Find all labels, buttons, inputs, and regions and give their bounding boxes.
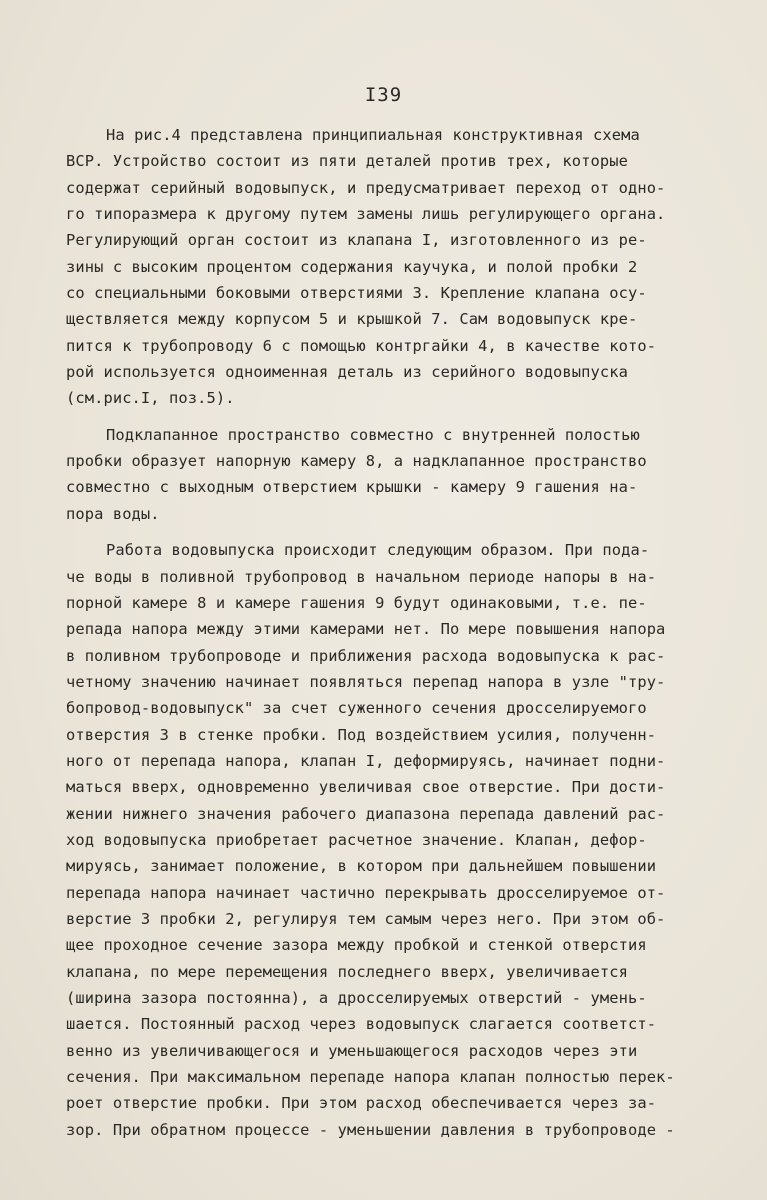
text-line: пробки образует напорную камеру 8, а надклапанное пространство [66, 452, 647, 471]
text-line: пора воды. [66, 504, 160, 523]
text-line: рой используется одноименная деталь из серийного водовыпуска [66, 363, 628, 382]
text-line: ход водовыпуска приобретает расчетное значение. Клапан, дефор- [66, 830, 647, 849]
text-line: жении нижнего значения рабочего диапазона перепада давлений рас- [66, 804, 666, 823]
text-line: содержат серийный водовыпуск, и предусматривает переход от одно- [66, 178, 666, 197]
text-line: маться вверх, одновременно увеличивая свое отверстие. При дости- [66, 778, 666, 797]
paragraph-3 [66, 537, 706, 1143]
text-line: зор. При обратном процессе - уменьшении давления в трубопроводе - [66, 1120, 675, 1139]
text-line: Регулирующий орган состоит из клапана I, изготовленного из ре- [66, 231, 647, 250]
text-line: Подклапанное пространство совместно с внутренней полостью [106, 425, 640, 444]
text-line: сечения. При максимальном перепаде напора клапан полностью перек- [66, 1068, 675, 1087]
text-line: четному значению начинает появляться перепад напора в узле "тру- [66, 672, 666, 691]
text-line: роет отверстие пробки. При этом расход обеспечивается через за- [66, 1094, 657, 1113]
text-line: (см.рис.I, поз.5). [66, 389, 235, 408]
text-line: На рис.4 представлена принципиальная конструктивная схема [106, 126, 640, 144]
text-line: Работа водовыпуска происходит следующим образом. При пода- [106, 541, 650, 560]
text-line: шается. Постоянный расход через водовыпуск слагается соответст- [66, 1015, 657, 1034]
text-line: бопровод-водовыпуск" за счет суженного сечения дросселируемого [66, 699, 647, 718]
text-line: клапана, по мере перемещения последнего вверх, увеличивается [66, 962, 628, 981]
paragraph-2 [66, 422, 706, 527]
text-line: мируясь, занимает положение, в котором при дальнейшем повышении [66, 857, 657, 876]
text-line: ВСР. Устройство состоит из пяти деталей против трех, которые [66, 152, 628, 171]
paragraph-1 [66, 122, 706, 412]
text-line: отверстия 3 в стенке пробки. Под воздействием усилия, полученн- [66, 725, 657, 744]
text-line: щее проходное сечение зазора между пробкой и стенкой отверстия [66, 936, 647, 955]
text-line: (ширина зазора постоянна), а дросселируемых отверстий - умень- [66, 989, 647, 1007]
text-line: че воды в поливной трубопровод в начальном периоде напоры в на- [66, 567, 657, 586]
body-text [66, 122, 706, 1153]
text-line: со специальными боковыми отверстиями 3. Крепление клапана осу- [66, 284, 647, 303]
text-line: верстие 3 пробки 2, регулируя тем самым через него. При этом об- [66, 909, 666, 928]
text-line: пится к трубопроводу 6 с помощью контргайки 4, в качестве кото- [66, 336, 657, 355]
text-line: в поливном трубопроводе и приближения расхода водовыпуска к рас- [66, 646, 666, 665]
text-line: репада напора между этими камерами нет. По мере повышения напора [66, 620, 666, 639]
text-line: ного от перепада напора, клапан I, деформируясь, начинает подни- [66, 751, 666, 770]
page-number: I39 [364, 84, 403, 106]
text-line: перепада напора начинает частично перекрывать дросселируемое от- [66, 883, 666, 902]
text-line: совместно с выходным отверстием крышки - камеру 9 гашения на- [66, 478, 638, 497]
text-line: порной камере 8 и камере гашения 9 будут одинаковыми, т.е. пе- [66, 593, 647, 612]
text-line: венно из увеличивающегося и уменьшающегося расходов через эти [66, 1041, 638, 1060]
text-line: зины с высоким процентом содержания каучука, и полой пробки 2 [66, 257, 638, 276]
text-line: го типоразмера к другому путем замены лишь регулирующего органа. [66, 205, 666, 224]
text-line: ществляется между корпусом 5 и крышкой 7. Сам водовыпуск кре- [66, 310, 638, 329]
